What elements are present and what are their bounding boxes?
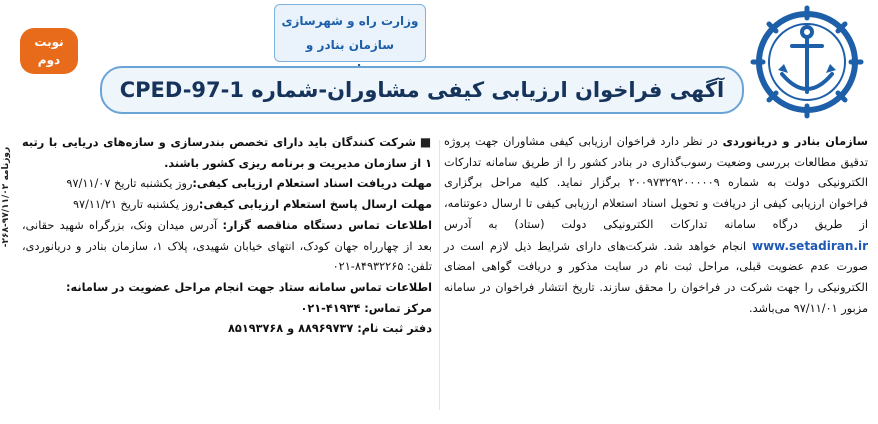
registration-office: دفتر ثبت نام: ۸۸۹۶۹۷۳۷ و ۸۵۱۹۳۷۶۸	[228, 322, 432, 336]
ad-title: آگهی فراخوان ارزیابی کیفی مشاوران-شماره CPED-97-1	[119, 78, 725, 102]
organization-name: سازمان بنادر و	[305, 38, 395, 52]
doc-deadline: مهلت دریافت اسناد استعلام ارزیابی کیفی:روز یکشنبه تاریخ ۹۷/۱۱/۰۷	[66, 177, 432, 191]
setad-contact-heading: اطلاعات تماس سامانه ستاد جهت انجام مراحل عضویت در سامانه:	[66, 280, 432, 294]
bullet-square-icon: ■	[419, 135, 432, 149]
newspaper-side-strip: روزنامه ۹۷/۱۱/۰۲-۲۶۸-	[1, 146, 11, 248]
setad-url-link[interactable]: www.setadiran.ir	[751, 238, 868, 253]
call-center: مرکز تماس: ۴۱۹۳۴-۰۲۱	[300, 301, 432, 315]
ports-organization-logo	[742, 4, 872, 120]
header-ribbon	[274, 4, 426, 62]
right-column	[444, 132, 868, 319]
second-call-badge	[20, 28, 78, 74]
badge-line-2: دوم	[37, 53, 61, 67]
submit-deadline: مهلت ارسال پاسخ استعلام ارزیابی کیفی:روز یکشنبه تاریخ ۹۷/۱۱/۲۱	[72, 198, 432, 212]
tenderer-contact: اطلاعات تماس دستگاه مناقصه گزار: آدرس میدان ونک، بزرگراه شهید حقانی، بعد از چهارراه جهان کودک، انتهای خیابان شهیدی، پلاک ۱، سازمان بنادر و دریانوردی، تلفن: ۸۴۹۳۲۲۶۵-۰۲۱	[22, 218, 432, 274]
anchor-wheel-icon	[742, 4, 872, 120]
description-outro: انجام خواهد شد. شرکت‌های دارای شرایط ذیل لازم است در صورت عدم عضویت قبلی، مراحل ثبت نام در سایت مذکور و دریافت گواهی امضای الکترونیکی را جهت شرکت در فراخوان را محقق سازند. تاریخ انتشار فراخوان در سامانه مزبور ۹۷/۱۱/۰۱ می‌باشد.	[444, 239, 868, 315]
organization-bold: سازمان بنادر و دریانوردی	[722, 135, 868, 148]
eligibility-requirement: ■ شرکت کنندگان باید دارای تخصص بندرسازی و سازه‌های دریایی با رتبه ۱ از سازمان مدیریت و برنامه ریزی کشور باشند.	[22, 135, 432, 170]
ministry-name: وزارت راه و شهرسازی	[281, 14, 419, 28]
badge-line-1: نوبت	[34, 35, 64, 49]
left-column	[22, 132, 432, 340]
call-description	[444, 132, 868, 319]
title-bar	[100, 66, 744, 114]
column-divider	[439, 140, 440, 410]
description-intro: در نظر دارد فراخوان ارزیابی کیفی مشاوران جهت پروژه تدقیق مطالعات بررسی وضعیت رسوب‌گذاری در بنادر کشور را از طریق سامانه تدارکات الکترونیکی دولت به شماره ۲۰۰۹۷۳۲۹۲۰۰۰۰۰۹ برگزار نماید. کلیه مراحل برگزاری فراخوان ارزیابی کیفی از دریافت و تحویل اسناد استعلام ارزیابی کیفی تا ارسال دعوتنامه، از طریق درگاه سامانه تدارکات الکترونیکی دولت (ستاد) به آدرس	[444, 135, 868, 231]
